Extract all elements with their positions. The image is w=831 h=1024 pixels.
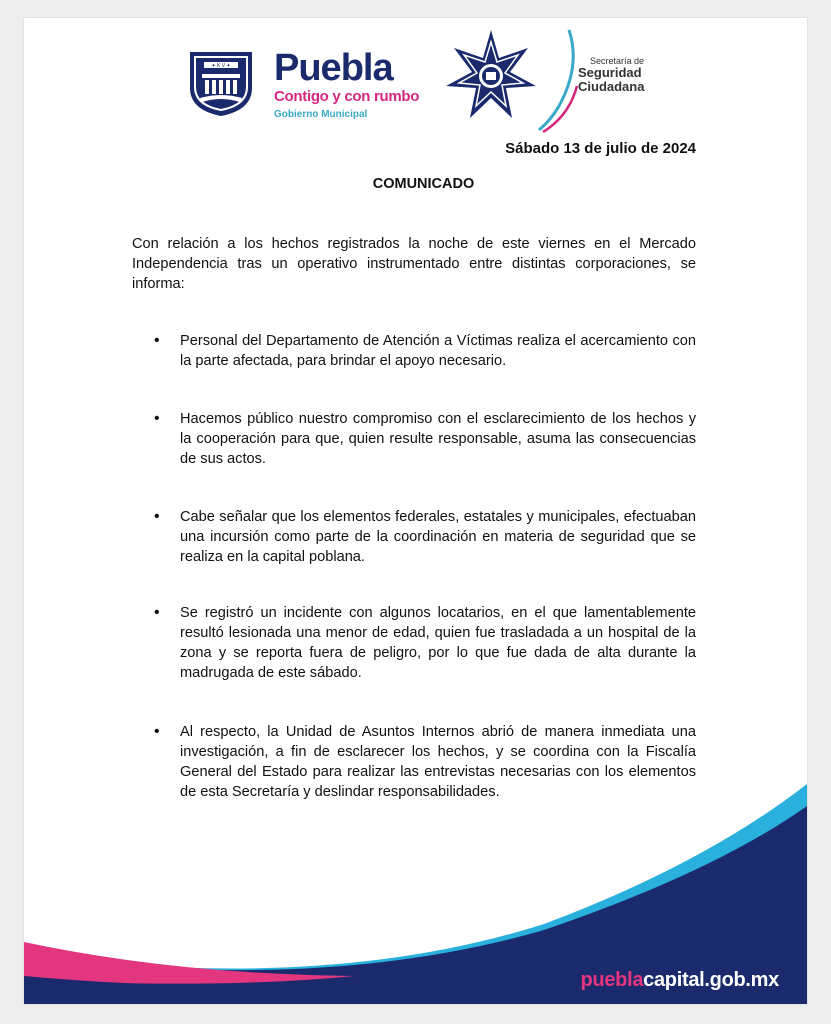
bullet-icon: • [154, 410, 160, 427]
svg-text:✦ K V ✦: ✦ K V ✦ [211, 63, 231, 69]
bullet-icon: • [154, 508, 160, 525]
intro-paragraph: Con relación a los hechos registrados la noche de este viernes en el Mercado Independencia tras un operativo instrumentado entre distintas corporaciones, se informa: [132, 236, 696, 292]
footer-wave-graphic [24, 744, 807, 1004]
list-item-text: Cabe señalar que los elementos federales, estatales y municipales, efectuaban una incursión como parte de la coordinación en materia de seguridad que se realiza en la capital poblana. [180, 509, 696, 565]
puebla-slogan: Contigo y con rumbo [274, 88, 420, 105]
puebla-wordmark: Puebla [274, 47, 393, 89]
heading-text: COMUNICADO [372, 176, 475, 192]
footer-url-capital: capital.gob.mx [643, 969, 779, 991]
bullet-icon: • [154, 604, 160, 621]
bullet-icon: • [154, 332, 160, 349]
document-date: Sábado 13 de julio de 2024 [505, 140, 696, 157]
ssc-label-ciudadana: Ciudadana [578, 79, 645, 94]
footer-url-puebla: puebla [580, 969, 644, 991]
document-heading [24, 176, 807, 192]
ssc-label-secretaria: Secretaría de [590, 56, 645, 66]
police-star-badge-icon [442, 28, 540, 124]
list-item-text: Se registró un incidente con algunos locatarios, en el que lamentablemente resultó lesionada una menor de edad, quien fue trasladada a un hospital de la zona y se reporta fuera de peligro, por lo que fue dada de alta durante la madrugada de este sábado. [180, 605, 696, 681]
list-item-text: Al respecto, la Unidad de Asuntos Internos abrió de manera inmediata una investigación, a fin de esclarecer los hechos, y se coordina con la Fiscalía General del Estado para realizar las entrevistas necesarias con los elementos de esta Secretaría y deslindar responsabilidades. [180, 724, 696, 800]
document-page [24, 18, 807, 1004]
list-item-text: Personal del Departamento de Atención a Víctimas realiza el acercamiento con la parte afectada, para brindar el apoyo necesario. [180, 333, 696, 369]
ssc-label-seguridad: Seguridad [578, 65, 642, 80]
footer-website-link[interactable] [581, 969, 780, 992]
puebla-shield-icon [184, 48, 258, 118]
list-item-text: Hacemos público nuestro compromiso con el esclarecimiento de los hechos y la cooperación para que, quien resulte responsable, asuma las consecuencias de sus actos. [180, 411, 696, 467]
bullet-icon: • [154, 723, 160, 740]
gobierno-municipal-label: Gobierno Municipal [274, 109, 368, 120]
